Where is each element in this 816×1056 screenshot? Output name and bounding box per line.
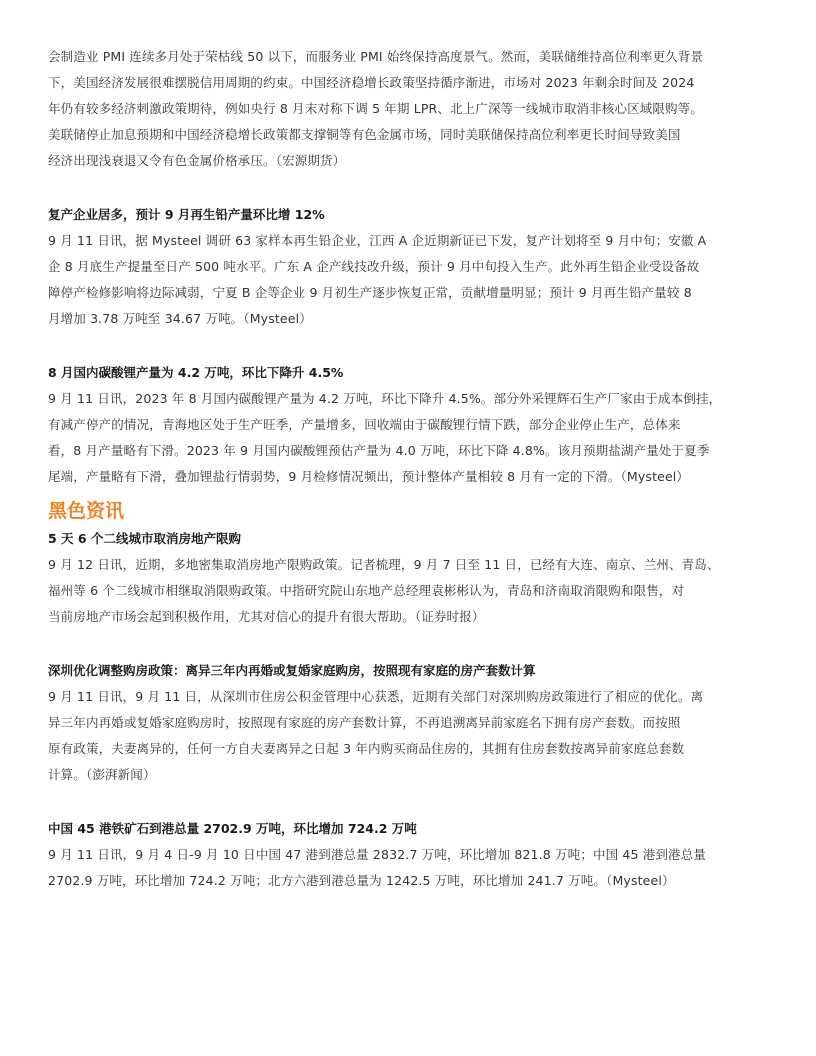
news-item-title: 复产企业居多，预计 9 月再生铅产量环比增 12% xyxy=(48,207,325,222)
text-line: 计算。（澎湃新闻） xyxy=(48,767,156,782)
text-line: 下，美国经济发展很难摆脱信用周期的约束。中国经济稳增长政策坚持循序渐进，市场对 2023 年剩余时间及 2024 xyxy=(48,75,695,90)
text-line: 年仍有较多经济刺激政策期待，例如央行 8 月末对称下调 5 年期 LPR、北上广深等一线城市取消非核心区域限购等。 xyxy=(48,101,704,116)
text-line: 美联储停止加息预期和中国经济稳增长政策都支撑铜等有色金属市场，同时美联储保持高位利率更长时间导致美国 xyxy=(48,127,681,142)
news-item xyxy=(48,360,772,490)
text-line: 会制造业 PMI 连续多月处于荣枯线 50 以下，而服务业 PMI 始终保持高度景气。然而，美联储维持高位利率更久背景 xyxy=(48,49,704,64)
text-line: 2702.9 万吨，环比增加 724.2 万吨；北方六港到港总量为 1242.5 万吨，环比增加 241.7 万吨。（Mysteel） xyxy=(48,873,675,888)
text-line: 尾端，产量略有下滑，叠加锂盐行情弱势，9 月检修情况频出，预计整体产量相较 8 月有一定的下滑。（Mysteel） xyxy=(48,469,690,484)
text-line: 9 月 12 日讯，近期，多地密集取消房地产限购政策。记者梳理，9 月 7 日至 11 日，已经有大连、南京、兰州、青岛、 xyxy=(48,557,720,572)
intro-paragraph xyxy=(48,44,772,174)
text-line: 企 8 月底生产提量至日产 500 吨水平。广东 A 企产线技改升级，预计 9 月中旬投入生产。此外再生铅企业受设备故 xyxy=(48,259,700,274)
news-item xyxy=(48,816,772,894)
text-line: 异三年内再婚或复婚家庭购房时，按照现有家庭的房产套数计算，不再追溯离异前家庭名下拥有房产套数。而按照 xyxy=(48,715,681,730)
text-line: 原有政策，夫妻离异的，任何一方自夫妻离异之日起 3 年内购买商品住房的，其拥有住房套数按离异前家庭总套数 xyxy=(48,741,685,756)
news-item xyxy=(48,658,772,788)
text-line: 9 月 11 日讯，9 月 4 日-9 月 10 日中国 47 港到港总量 2832.7 万吨，环比增加 821.8 万吨；中国 45 港到港总量 xyxy=(48,847,706,862)
text-line: 有减产停产的情况，青海地区处于生产旺季，产量增多，回收端由于碳酸锂行情下跌，部分企业停止生产，总体来 xyxy=(48,417,681,432)
text-line: 经济出现浅衰退又令有色金属价格承压。（宏源期货） xyxy=(48,153,346,168)
section-heading: 黑色资讯 xyxy=(48,500,125,522)
text-line: 看，8 月产量略有下滑。2023 年 9 月国内碳酸锂预估产量为 4.0 万吨，环比下降 4.8%。该月预期盐湖产量处于夏季 xyxy=(48,443,710,458)
text-line: 当前房地产市场会起到积极作用，尤其对信心的提升有很大帮助。（证券时报） xyxy=(48,609,485,624)
text-line: 9 月 11 日讯，据 Mysteel 调研 63 家样本再生铅企业，江西 A 企近期新证已下发，复产计划将至 9 月中旬；安徽 A xyxy=(48,233,707,248)
news-item-title: 5 天 6 个二线城市取消房地产限购 xyxy=(48,531,241,546)
news-item-title: 中国 45 港铁矿石到港总量 2702.9 万吨，环比增加 724.2 万吨 xyxy=(48,821,417,836)
text-line: 月增加 3.78 万吨至 34.67 万吨。（Mysteel） xyxy=(48,311,312,326)
text-line: 9 月 11 日讯，9 月 11 日，从深圳市住房公积金管理中心获悉，近期有关部门对深圳购房政策进行了相应的优化。离 xyxy=(48,689,704,704)
news-item xyxy=(48,526,772,630)
text-line: 福州等 6 个二线城市相继取消限购政策。中指研究院山东地产总经理袁彬彬认为，青岛和济南取消限购和限售，对 xyxy=(48,583,685,598)
document-page xyxy=(48,44,772,894)
news-item-title: 8 月国内碳酸锂产量为 4.2 万吨，环比下降升 4.5% xyxy=(48,365,344,380)
news-item xyxy=(48,202,772,332)
text-line: 障停产检修影响将边际减弱，宁夏 B 企等企业 9 月初生产逐步恢复正常，贡献增量明显；预计 9 月再生铅产量较 8 xyxy=(48,285,692,300)
text-line: 9 月 11 日讯，2023 年 8 月国内碳酸锂产量为 4.2 万吨，环比下降升 4.5%。部分外采锂辉石生产厂家由于成本倒挂， xyxy=(48,391,722,406)
news-item-title: 深圳优化调整购房政策：离异三年内再婚或复婚家庭购房，按照现有家庭的房产套数计算 xyxy=(48,663,536,678)
